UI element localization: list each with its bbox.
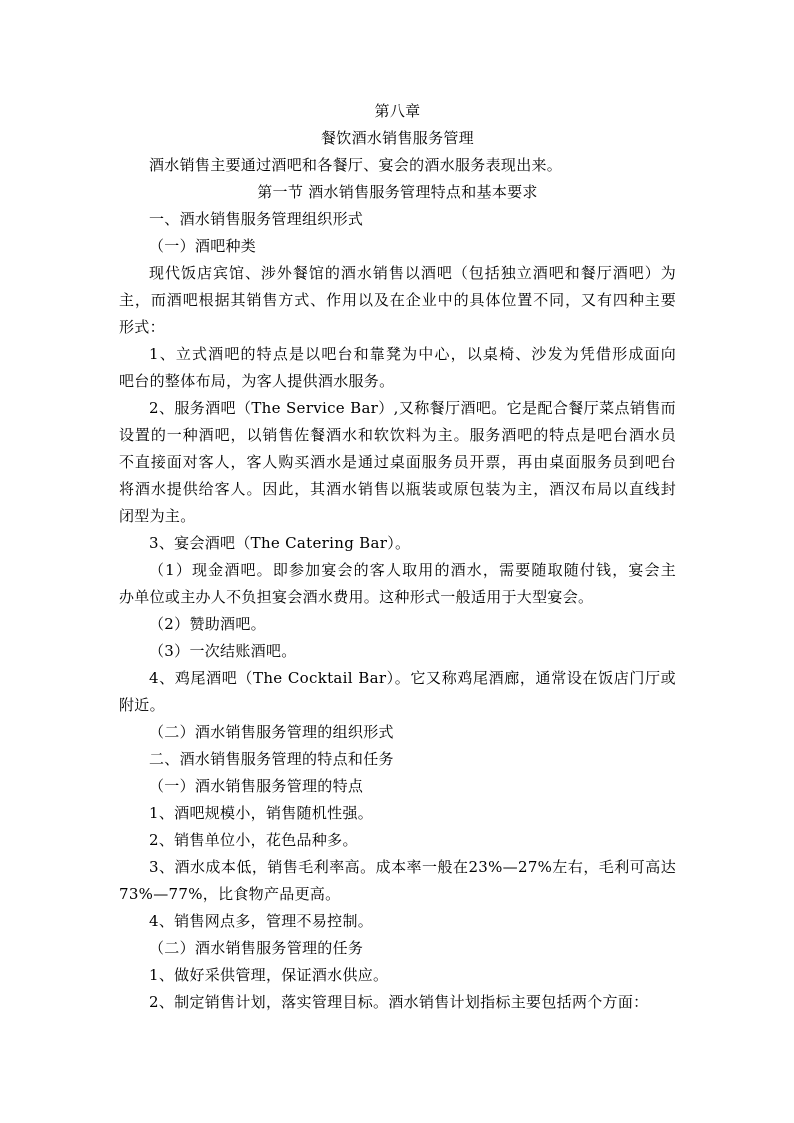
paragraph-line: 现代饭店宾馆、涉外餐馆的酒水销售以酒吧（包括独立酒吧和餐厅酒吧）为 (149, 264, 676, 282)
heading-level2: （一）酒水销售服务管理的特点 (149, 777, 364, 795)
list-item-line: 设置的一种酒吧，以销售佐餐酒水和软饮料为主。服务酒吧的特点是吧台酒水员 (119, 426, 676, 444)
list-item-line: 4、销售网点多，管理不易控制。 (149, 912, 374, 930)
list-item-line: 闭型为主。 (119, 507, 196, 525)
list-item-line: 2、销售单位小，花色品种多。 (149, 831, 358, 849)
heading-level1: 二、酒水销售服务管理的特点和任务 (149, 750, 394, 768)
chapter-title: 餐饮酒水销售服务管理 (320, 129, 474, 147)
list-item-line: 将酒水提供给客人。因此，其酒水销售以瓶装或原包装为主，酒汉布局以直线封 (119, 480, 676, 498)
sub-item-line: （3）一次结账酒吧。 (149, 642, 297, 660)
paragraph-line: 形式： (119, 318, 165, 336)
heading-level1: 一、酒水销售服务管理组织形式 (149, 210, 364, 228)
heading-level2: （二）酒水销售服务管理的组织形式 (149, 723, 394, 741)
sub-item-line: （1）现金酒吧。即参加宴会的客人取用的酒水，需要随取随付钱，宴会主 (149, 561, 676, 579)
list-item-line: 1、做好采供管理，保证酒水供应。 (149, 966, 389, 984)
section-heading: 第一节 酒水销售服务管理特点和基本要求 (257, 183, 538, 201)
list-item-line: 吧台的整体布局，为客人提供酒水服务。 (119, 372, 395, 390)
heading-level2: （二）酒水销售服务管理的任务 (149, 939, 364, 957)
list-item-line: 不直接面对客人，客人购买酒水是通过桌面服务员开票，再由桌面服务员到吧台 (119, 453, 676, 471)
document-page (119, 98, 676, 1016)
intro-paragraph: 酒水销售主要通过酒吧和各餐厅、宴会的酒水服务表现出来。 (149, 156, 563, 174)
list-item-line: 附近。 (119, 696, 165, 714)
list-item-line: 4、鸡尾酒吧（The Cocktail Bar）。它又称鸡尾酒廊，通常设在饭店门厅或 (149, 669, 676, 687)
list-item-line: 1、酒吧规模小，销售随机性强。 (149, 804, 374, 822)
heading-level2: （一）酒吧种类 (149, 237, 257, 255)
sub-item-line: 办单位或主办人不负担宴会酒水费用。这种形式一般适用于大型宴会。 (119, 588, 594, 606)
paragraph-line: 主，而酒吧根据其销售方式、作用以及在企业中的具体位置不同，又有四种主要 (119, 291, 676, 309)
list-item-line: 2、制定销售计划，落实管理目标。酒水销售计划指标主要包括两个方面： (149, 993, 649, 1011)
list-item-line: 3、酒水成本低，销售毛利率高。成本率一般在23%—27%左右，毛利可高达 (149, 858, 676, 876)
list-item-line: 1、立式酒吧的特点是以吧台和靠凳为中心，以桌椅、沙发为凭借形成面向 (149, 345, 676, 363)
chapter-heading: 第八章 (374, 102, 421, 120)
sub-item-line: （2）赞助酒吧。 (149, 615, 266, 633)
list-item-line: 73%—77%，比食物产品更高。 (119, 885, 341, 903)
list-item-line: 3、宴会酒吧（The Catering Bar）。 (149, 534, 411, 552)
list-item-line: 2、服务酒吧（The Service Bar）,又称餐厅酒吧。它是配合餐厅菜点销售而 (149, 399, 676, 417)
